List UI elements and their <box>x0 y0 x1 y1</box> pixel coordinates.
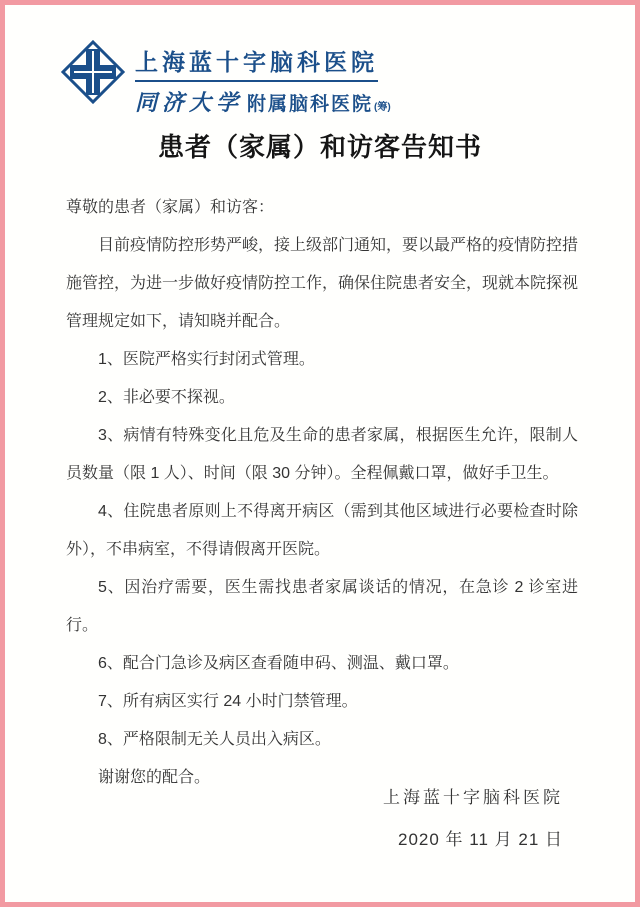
body-paragraph: 7、所有病区实行 24 小时门禁管理。 <box>98 693 358 710</box>
hospital-affiliation <box>135 86 391 117</box>
affiliation-note: (筹) <box>374 102 391 113</box>
hospital-brand <box>135 40 391 117</box>
body-paragraph: 4、住院患者原则上不得离开病区（需到其他区域进行必要检查时除外），不串病室，不得请假离开医院。 <box>66 503 578 558</box>
body-paragraph: 8、严格限制无关人员出入病区。 <box>98 731 331 748</box>
body-paragraph: 目前疫情防控形势严峻，接上级部门通知，要以最严格的疫情防控措施管控，为进一步做好疫情防控工作，确保住院患者安全，现就本院探视管理规定如下，请知晓并配合。 <box>66 237 579 330</box>
body-paragraph: 6、配合门急诊及病区查看随申码、测温、戴口罩。 <box>98 655 459 672</box>
hospital-name: 上海蓝十字脑科医院 <box>135 44 378 82</box>
document-body <box>66 189 578 797</box>
body-paragraph: 谢谢您的配合。 <box>98 769 211 786</box>
body-paragraph: 5、因治疗需要，医生需找患者家属谈话的情况，在急诊 2 诊室进行。 <box>66 579 578 634</box>
hospital-header <box>61 40 391 117</box>
body-paragraph: 2、非必要不探视。 <box>98 389 235 406</box>
body-paragraph: 1、医院严格实行封闭式管理。 <box>98 351 315 368</box>
affiliation-hospital: 附属脑科医院 <box>247 94 374 115</box>
date: 2020 年 11 月 21 日 <box>398 830 563 849</box>
body-paragraph: 尊敬的患者（家属）和访客： <box>66 199 275 216</box>
document-title: 患者（家属）和访客告知书 <box>157 132 482 162</box>
blue-cross-diamond-icon <box>61 40 125 104</box>
document-footer <box>66 777 563 861</box>
signature: 上海蓝十字脑科医院 <box>383 788 563 807</box>
body-paragraph: 3、病情有特殊变化且危及生命的患者家属，根据医生允许，限制人员数量（限 1 人）、时间（限 30 分钟）。全程佩戴口罩，做好手卫生。 <box>66 427 578 482</box>
affiliation-university: 同济大学 <box>135 90 244 115</box>
